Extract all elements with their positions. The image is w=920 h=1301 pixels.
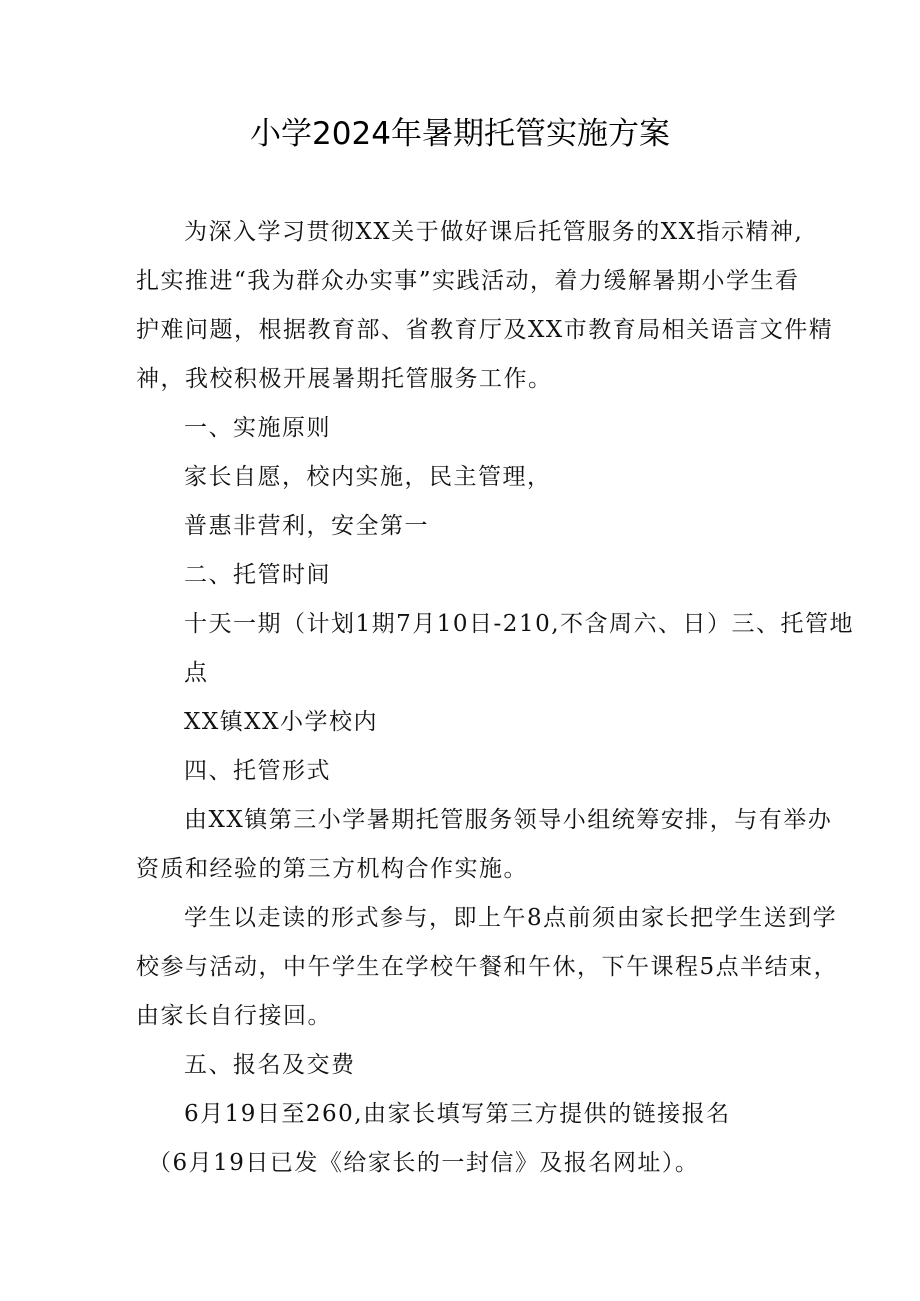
section5-line-1: 6月19日至260,由家长填写第三方提供的链接报名 — [184, 1101, 731, 1127]
document-title: 小学2024年暑期托管实施方案 — [250, 116, 670, 152]
section1-heading: 一、实施原则 — [184, 415, 331, 441]
intro-paragraph — [136, 208, 834, 404]
section4-para2-line-2: 校参与活动，中午学生在学校午餐和午休，下午课程5点半结束， — [136, 954, 839, 980]
section5-heading: 五、报名及交费 — [184, 1052, 356, 1078]
intro-line-1: 为深入学习贯彻XX关于做好课后托管服务的XX指示精神, — [184, 219, 804, 245]
section3-location: XX镇XX小学校内 — [184, 709, 378, 735]
section4-para2-line-3: 由家长自行接回。 — [136, 1003, 332, 1029]
section3 — [136, 698, 792, 747]
intro-line-4: 神，我校积极开展暑期托管服务工作。 — [136, 366, 553, 392]
section5 — [136, 1041, 792, 1188]
section2 — [136, 551, 855, 698]
section2-line-2: 点 — [184, 660, 209, 686]
section4-para1-line-1: 由XX镇第三小学暑期托管服务领导小组统筹安排，与有举办 — [184, 807, 833, 833]
intro-line-3: 护难问题，根据教育部、省教育厅及XX市教育局相关语言文件精 — [136, 317, 834, 343]
section5-line-2: （6月19日已发《给家长的一封信》及报名网址）。 — [148, 1150, 700, 1176]
intro-line-2: 扎实推进“我为群众办实事”实践活动，着力缓解暑期小学生看 — [136, 268, 800, 294]
section1-line-2: 普惠非营利，安全第一 — [184, 513, 429, 539]
section4-para2-line-1: 学生以走读的形式参与，即上午8点前须由家长把学生送到学 — [184, 905, 838, 931]
section4-heading: 四、托管形式 — [184, 758, 331, 784]
section4-para1-line-2: 资质和经验的第三方机构合作实施。 — [136, 856, 528, 882]
section1-line-1: 家长自愿，校内实施，民主管理， — [184, 464, 552, 490]
section1 — [136, 404, 792, 551]
section4 — [136, 747, 839, 1041]
section2-line-1: 十天一期（计划1期7月10日-210,不含周六、日）三、托管地 — [184, 611, 855, 637]
section2-heading: 二、托管时间 — [184, 562, 331, 588]
